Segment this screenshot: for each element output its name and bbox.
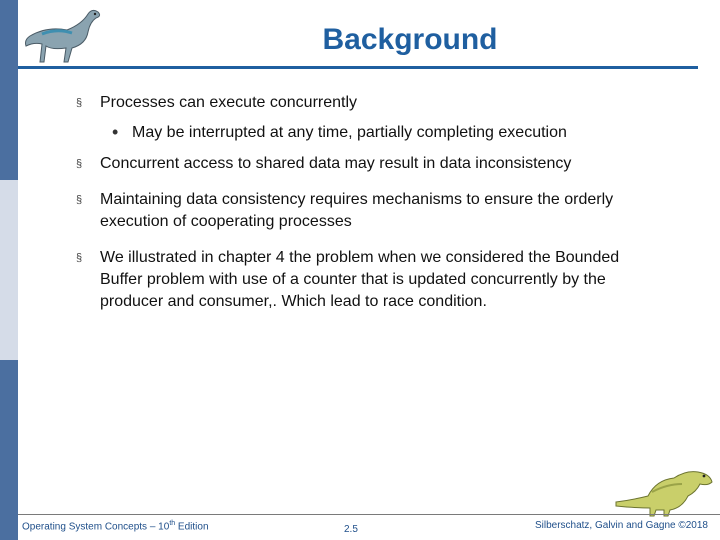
bullet-item (76, 92, 646, 114)
bullet-marker: § (76, 194, 83, 206)
bullet-item (76, 153, 646, 175)
title-divider (18, 66, 698, 69)
bullet-item (76, 247, 646, 313)
footer-divider (18, 514, 720, 515)
sub-bullet-text: May be interrupted at any time, partially completing execution (132, 124, 567, 141)
bullet-marker: § (76, 97, 83, 109)
dinosaur-icon (22, 6, 114, 66)
bullet-text: Processes can execute concurrently (100, 94, 358, 111)
bullet-list (76, 92, 646, 313)
left-sidebar-stripe (0, 0, 18, 540)
bullet-text: Maintaining data consistency requires mechanisms to ensure the orderly execution of cooperating processes (100, 191, 614, 230)
footer-copyright: Silberschatz, Galvin and Gagne ©2018 (534, 520, 708, 531)
bullet-marker: § (76, 158, 83, 170)
sub-bullet-marker: • (112, 122, 119, 142)
page-title: Background (322, 23, 498, 56)
bullet-item (76, 189, 646, 233)
sidebar-band (0, 360, 18, 540)
bullet-text: Concurrent access to shared data may result in data inconsistency (100, 155, 572, 172)
bullet-marker: § (76, 252, 83, 264)
page-number: 2.5 (344, 524, 358, 535)
sub-bullet-item (76, 122, 646, 144)
footer-course-title: Operating System Concepts – 10th Edition (22, 520, 209, 533)
dinosaur-icon (612, 462, 716, 518)
sidebar-band (0, 0, 18, 180)
bullet-text: We illustrated in chapter 4 the problem when we considered the Bounded Buffer problem with use of a counter that is updated concurrently by the producer and consumer,. Which lead to race condition. (100, 249, 620, 310)
sidebar-band (0, 180, 18, 360)
